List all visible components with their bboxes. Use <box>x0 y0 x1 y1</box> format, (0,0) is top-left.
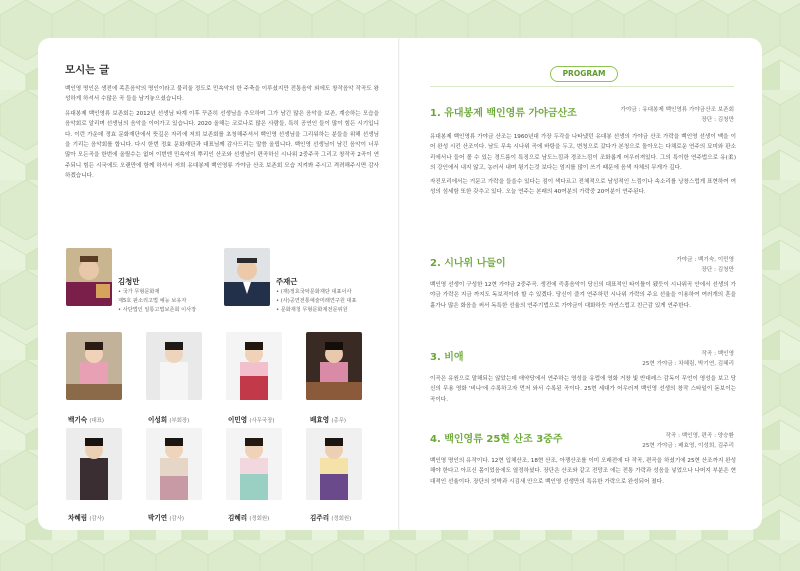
credit-line: 가야금 : 유대봉제 백인영류 가야금산조 보존회 <box>620 107 734 113</box>
program-paragraph: 자진모리에서는 거문고 가락을 들을수 있다는 점이 색다르고 전체적으로 남성적인 느낌이나 속소리를 낭창스럽게 표현하여 여성의 섬세함 또한 갖추고 있다. 오늘 연주는 본래의 40여분의 가락중 20여분이 연주된다. <box>430 178 736 196</box>
greeting-title: 모시는 글 <box>65 64 110 76</box>
program-item-3-credits <box>642 350 734 369</box>
credit-line: 가야금 : 백기숙, 이민영 <box>676 257 734 263</box>
credit-line: • 문화재청 무형문화재전문위원 <box>276 307 348 313</box>
credit-line: 25현 가야금 : 차혜림, 박기연, 김혜리 <box>642 360 734 367</box>
member-name-4 <box>310 414 346 424</box>
portrait-photo-member-2 <box>146 332 202 400</box>
member-name-3 <box>228 414 274 424</box>
member-name-text: 김혜리 <box>228 514 248 522</box>
member-role: (감사) <box>169 516 185 522</box>
portrait-photo-joo-jaegeun <box>224 248 270 306</box>
program-paragraph: 백인영 명인의 유작이다. 12현 입체산조, 18현 산조, 아쟁산조를 이미 오래전에 다 작곡, 편곡을 하셨기에 25현 산조까지 완성해야 한다고 아프신 몸이었음에도 열정하셨다. 장단은 산조와 같고 전망조 에는 전통 가락과 성음을 넣었으나 나머지 부분은 현대적인 선율이다. 장단의 엇박과 시김새 안으로 백인영 선생만의 특유한 가락으로 완성되어 졌다. <box>430 458 736 485</box>
portrait-photo-kim-cheongman <box>66 248 112 306</box>
member-name-text: 차혜림 <box>68 514 88 522</box>
credit-line: 작곡 : 백인영 <box>701 351 734 357</box>
program-divider <box>430 86 734 87</box>
member-role: (대표) <box>89 418 105 424</box>
person-credits-kim-cheongman <box>118 288 196 315</box>
program-item-3-title: 3. 비애 <box>430 352 464 363</box>
member-role: (부회장) <box>169 418 190 424</box>
member-name-text: 이민영 <box>228 416 248 424</box>
program-paragraph: 이곡은 유원으로 말해되는 않았는데 애약당에서 연주하는 영성을 유럽에 영화 거창 빛 반대레스 감독이 무언이 영성을 보고 당신의 무용 영화 '비나'에 수록하고자 먼저 와서 수록된 곡이다. 25현 세대가 어우러져 백인영 선생의 창작 스타일이 돋보이는 곡이다. <box>430 376 736 403</box>
portrait-photo-member-8 <box>306 428 362 500</box>
left-page <box>38 38 400 530</box>
member-name-text: 배효영 <box>310 416 330 424</box>
credit-line: 작곡 : 백인영, 편곡 : 양승환 <box>665 433 734 439</box>
program-item-1-body <box>430 132 736 200</box>
credit-line: 제5호 판소리고법 예능 보유자 <box>118 298 187 304</box>
member-role: (감사) <box>89 516 105 522</box>
portrait-photo-member-6 <box>146 428 202 500</box>
greeting-body <box>65 84 379 186</box>
credit-line: • (사)공연전통예술미래연구원 대표 <box>276 298 357 304</box>
person-name-kim-cheongman: 김청만 <box>118 277 140 286</box>
program-item-3-body <box>430 374 736 408</box>
credit-line: • (재)정효국악문화재단 대표이사 <box>276 289 352 295</box>
member-name-7 <box>228 512 269 522</box>
portrait-photo-member-7 <box>226 428 282 500</box>
program-item-2-body <box>430 280 736 314</box>
member-name-text: 김주리 <box>310 514 330 522</box>
program-item-2-credits <box>676 256 734 275</box>
credit-line: • 사단법인 일통고법보존회 이사장 <box>118 307 197 313</box>
program-paragraph: 유대봉제 백인영류 가야금 산조는 1960년대 가장 두각을 나타냈던 유대봉 선생의 가야금 산조 가락을 백인영 선생이 맥을 이어 완성 시킨 산조이다. 남도 무속 시나위 곡에 바탕을 두고, 변청으로 갔다가 본청으로 돌아오는 다채로운 연주의 묘미와 판소리에서나 들어 볼 수 있는 경드름이 특징으로 남도느낌과 경조느낌이 조화롭게 어우러져있다. 그의 특이한 연주법으로 유(柔)의 강인에서 내지 않고, 농러서 내며 튕기는것 보다는 엄지를 많이 쓰기 때문에 음색 자체의 무게가 깊다. <box>430 134 736 172</box>
credit-line: 25현 가야금 : 배효영, 이성희, 김주리 <box>642 442 734 449</box>
member-name-text: 이성희 <box>148 416 168 424</box>
program-item-2-title: 2. 시나위 나들이 <box>430 258 506 269</box>
program-item-4-credits <box>642 432 734 451</box>
person-name-joo-jaegeun: 주재근 <box>276 277 298 286</box>
member-role: (총무) <box>331 418 347 424</box>
program-paragraph: 백인영 선생이 구성한 12현 가야금 2중주곡. 생전에 즉흥음악이 당신의 대표적인 타이틀이 됐듯이 시나위곡 안에서 선생의 가야금 가락은 지금 까지도 독보적이라 할 수 있겠다. 당신이 즐겨 연주하던 시나위 가락의 주요 선율을 이용하여 여러개의 혼을 흩가나 많은 화음을 써서 독특한 선율의 연주기법으로 가야금이 대화하듯 자연스럽고 친근감 있게 연주한다. <box>430 282 736 309</box>
right-page <box>400 38 762 530</box>
member-role: (정회원) <box>249 516 270 522</box>
member-role: (정회원) <box>331 516 352 522</box>
member-name-2 <box>148 414 189 424</box>
portrait-photo-member-5 <box>66 428 122 500</box>
member-name-8 <box>310 512 351 522</box>
program-heading: PROGRAM <box>550 66 618 82</box>
member-name-text: 백기숙 <box>68 416 88 424</box>
greeting-paragraph-2: 유대봉제 백인영류 보존회는 2012년 선생님 타계 이후 꾸준히 선생님을 추모하며 그가 남긴 많은 음악을 보존, 계승하는 모습을 음악회로 알리며 선생님의 음악을 이어가고 있습니다. 2020 올해는 코로나로 많은 사람들, 특히 공연인 들이 많이 힘든 시기입니다. 이런 가운데 정효 문화재단에서 뜻깊은 자리에 저희 보존회를 초청해주셔서 백인영 선생님을 그리워하는 분들을 위해 선생님을 기리는 음악회를 합니다. 다시 한번 정효 문화재단과 대표님께 감사드리는 말씀 올립니다. 백인영 선생님이 남긴 음악이 너무 많아 모든곡을 한번에 올릴수는 없어 이번엔 민속악의 뿌리인 산조와 선생님이 편곡하신 시나위 2중주곡 그리고 창작곡 2곡이 연주되니 힘든 시국에도 오랜만에 함께 하셔서 저희 유대봉제 백인영류 가야금 산조 보존회 모습 지켜봐 주시고 격려해주시면 감사하겠습니다. <box>65 110 379 180</box>
member-name-1 <box>68 414 104 424</box>
person-credits-joo-jaegeun <box>276 288 357 315</box>
greeting-paragraph-1: 백인영 명인은 생전에 족흔음악의 명인이라고 불리울 정도로 민속악의 한 주축을 이루셨지만 전통음악 외에도 창작음악 작곡도 왕성하게 하셔서 수많은 곡 들을 남겨놓으셨습니다. <box>65 86 379 103</box>
program-item-1-title: 1. 유대봉제 백인영류 가야금산조 <box>430 108 577 119</box>
member-name-6 <box>148 512 184 522</box>
member-name-text: 박기연 <box>148 514 168 522</box>
program-item-4-title: 4. 백인영류 25현 산조 3중주 <box>430 434 563 445</box>
program-item-1-credits <box>621 106 734 125</box>
credit-line: 장단 : 김청만 <box>701 116 734 123</box>
portrait-photo-member-4 <box>306 332 362 400</box>
portrait-photo-member-1 <box>66 332 122 400</box>
credit-line: 장단 : 김청만 <box>701 266 734 273</box>
member-name-5 <box>68 512 104 522</box>
portrait-photo-member-3 <box>226 332 282 400</box>
credit-line: • 국가 무형문화재 <box>118 289 160 295</box>
program-item-4-body <box>430 456 736 490</box>
member-role: (사무국장) <box>249 418 275 424</box>
